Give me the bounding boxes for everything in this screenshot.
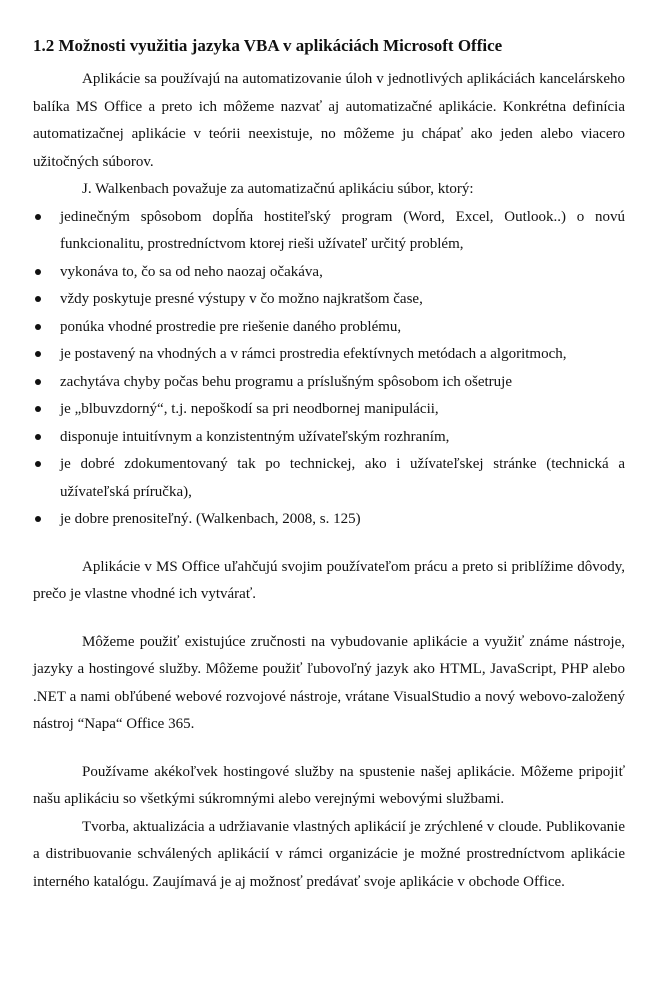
list-item (33, 369, 625, 397)
list-item (33, 286, 625, 314)
bullet-icon (35, 434, 41, 440)
list-item (33, 506, 625, 534)
list-item-text: ponúka vhodné prostredie pre riešenie daného problému, (60, 318, 402, 335)
criteria-list (33, 204, 625, 534)
list-item-text: je „blbuvzdorný“, t.j. nepoškodí sa pri neodbornej manipulácii, (60, 401, 439, 417)
list-item (33, 424, 625, 452)
bullet-icon (35, 406, 41, 412)
bullet-icon (35, 379, 41, 385)
tools-paragraph: Môžeme použiť existujúce zručnosti na vybudovanie aplikácie a využiť známe nástroje, jazyky a hostingové služby. Môžeme použiť ľubovoľný jazyk ako HTML, JavaScript, PHP alebo .NET a nami obľúbené webové rozvojové nástroje, vrátane VisualStudio a nový webovo-založený nástroj “Napa“ Office 365. (33, 633, 625, 732)
section-heading: 1.2 Možnosti využitia jazyka VBA v aplikáciách Microsoft Office (33, 36, 503, 55)
walkenbach-intro-paragraph: J. Walkenbach považuje za automatizačnú aplikáciu súbor, ktorý: (82, 181, 474, 197)
list-item-text: je dobre prenositeľný. (Walkenbach, 2008, s. 125) (60, 511, 361, 527)
list-item (33, 451, 625, 506)
bullet-icon (35, 351, 41, 357)
bullet-icon (35, 461, 41, 467)
bullet-icon (35, 214, 41, 220)
list-item (33, 314, 625, 342)
bullet-icon (35, 516, 41, 522)
bullet-icon (35, 324, 41, 330)
ms-office-paragraph: Aplikácie v MS Office uľahčujú svojim používateľom prácu a preto si priblížime dôvody, prečo je vlastne vhodné ich vytvárať. (33, 558, 625, 602)
bullet-icon (35, 269, 41, 275)
list-item (33, 396, 625, 424)
bullet-icon (35, 296, 41, 302)
list-item-text: jedinečným spôsobom dopĺňa hostiteľský program (Word, Excel, Outlook..) o novú funkcionalitu, prostredníctvom ktorej rieši užívateľ určitý problém, (60, 208, 625, 252)
list-item-text: vykonáva to, čo sa od neho naozaj očakáva, (60, 263, 323, 280)
list-item-text: vždy poskytuje presné výstupy v čo možno najkratšom čase, (60, 291, 423, 307)
list-item-text: je dobré zdokumentovaný tak po technickej, ako i užívateľskej stránke (technická a užívateľská príručka), (60, 456, 625, 500)
list-item (33, 341, 625, 369)
intro-paragraph: Aplikácie sa používajú na automatizovanie úloh v jednotlivých aplikáciách kancelárskeho balíka MS Office a preto ich môžeme nazvať aj automatizačné aplikácie. Konkrétna definícia automatizačnej aplikácie v teórii neexistuje, no môžeme ju chápať ako jeden alebo viacero užitočných súborov. (33, 71, 625, 170)
list-item (33, 259, 625, 287)
list-item (33, 204, 625, 259)
list-item-text: disponuje intuitívnym a konzistentným užívateľským rozhraním, (60, 428, 450, 445)
cloud-paragraph: Tvorba, aktualizácia a udržiavanie vlastných aplikácií je zrýchlené v cloude. Publikovanie a distribuovanie schválených aplikácií v rámci organizácie je možné prostredníctvom aplikácie interného katalógu. Zaujímavá je aj možnosť predávať svoje aplikácie v obchode Office. (33, 818, 625, 890)
hosting-paragraph: Používame akékoľvek hostingové služby na spustenie našej aplikácie. Môžeme pripojiť našu aplikáciu so všetkými súkromnými alebo verejnými webovými službami. (33, 763, 625, 807)
list-item-text: zachytáva chyby počas behu programu a príslušným spôsobom ich ošetruje (60, 373, 512, 390)
list-item-text: je postavený na vhodných a v rámci prostredia efektívnych metódach a algoritmoch, (60, 346, 567, 362)
